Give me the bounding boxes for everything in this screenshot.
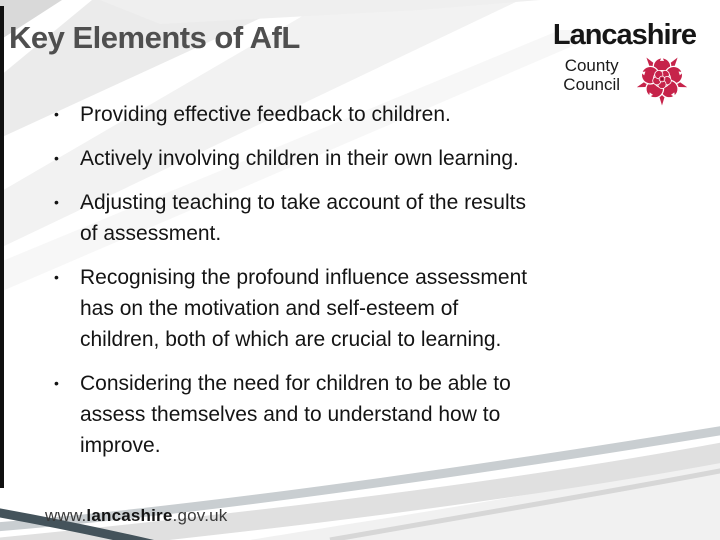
bullet-list [54, 99, 654, 474]
footer-url-suffix: .gov.uk [172, 506, 228, 525]
bullet-text [80, 143, 519, 174]
bullet-line: Recognising the profound influence assessment [80, 266, 528, 289]
bullet-dot-icon: • [54, 150, 59, 166]
logo-name: Lancashire [552, 19, 696, 51]
bullet-line: Providing effective feedback to children. [80, 103, 451, 126]
bullet-dot-icon: • [54, 194, 59, 210]
bullet-text [80, 368, 511, 461]
bullet-line: of assessment. [80, 222, 222, 245]
bullet-text [80, 262, 527, 355]
logo-subtitle-line1: County [564, 56, 619, 75]
bullet-item [54, 187, 654, 249]
slide-title: Key Elements of AfL [9, 20, 300, 55]
bullet-text [80, 187, 526, 249]
bullet-dot-icon: • [54, 269, 59, 285]
footer-url [45, 506, 227, 526]
bullet-line: assess themselves and to understand how to [80, 403, 501, 426]
bullet-line: has on the motivation and self-esteem of [80, 297, 459, 320]
footer-url-bold: lancashire [86, 506, 173, 525]
bullet-item [54, 143, 654, 174]
bullet-line: Considering the need for children to be able to [80, 372, 511, 395]
bullet-dot-icon: • [54, 106, 59, 122]
footer-url-prefix: www. [45, 506, 87, 525]
left-edge-stripe [0, 6, 4, 488]
bullet-line: improve. [80, 434, 161, 457]
bullet-dot-icon: • [54, 375, 59, 391]
bullet-item [54, 99, 654, 130]
bullet-line: Adjusting teaching to take account of the results [80, 191, 526, 214]
bullet-item [54, 368, 654, 461]
bullet-line: children, both of which are crucial to learning. [80, 328, 502, 351]
bullet-text [80, 99, 451, 130]
lancashire-logo [524, 20, 696, 110]
bullet-item [54, 262, 654, 355]
logo-subtitle-line2: Council [563, 75, 620, 94]
logo-subtitle [563, 56, 620, 94]
bullet-line: Actively involving children in their own learning. [80, 147, 519, 170]
